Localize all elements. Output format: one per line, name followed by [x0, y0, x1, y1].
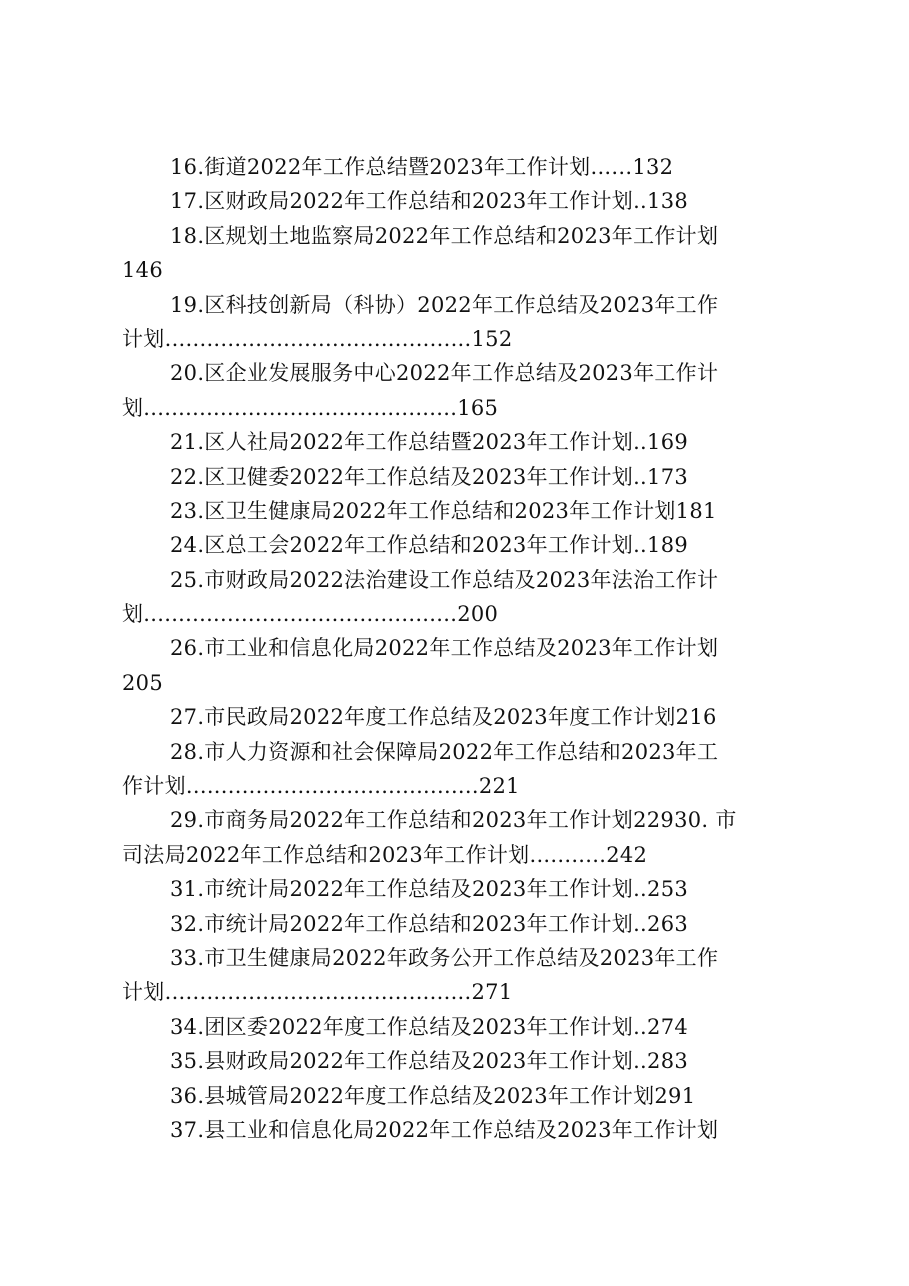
toc-entry: 37.县工业和信息化局2022年工作总结及2023年工作计划 [170, 1117, 719, 1142]
toc-entry: 16.街道2022年工作总结暨2023年工作计划......132 [170, 155, 674, 179]
toc-entry: 21.区人社局2022年工作总结暨2023年工作计划..169 [170, 430, 689, 455]
toc-entry: 32.市统计局2022年工作总结和2023年工作计划..263 [170, 911, 689, 936]
toc-entry: 25.市财政局2022法治建设工作总结及2023年法治工作计 [170, 567, 719, 592]
toc-entry: 23.区卫生健康局2022年工作总结和2023年工作计划181 [170, 498, 717, 523]
toc-entry: 20.区企业发展服务中心2022年工作总结及2023年工作计 [170, 361, 719, 386]
toc-entry-continuation: 205 [122, 670, 163, 695]
toc-entry: 36.县城管局2022年度工作总结及2023年工作计划291 [170, 1083, 696, 1108]
toc-entry-continuation: 计划............................................271 [122, 980, 513, 1005]
toc-entry: 27.市民政局2022年度工作总结及2023年度工作计划216 [170, 705, 717, 730]
toc-entry: 33.市卫生健康局2022年政务公开工作总结及2023年工作 [170, 945, 719, 970]
toc-entry: 34.团区委2022年度工作总结及2023年工作计划..274 [170, 1014, 689, 1039]
toc-entry: 18.区规划土地监察局2022年工作总结和2023年工作计划 [170, 223, 719, 248]
toc-entry-continuation: 146 [122, 258, 163, 283]
toc-entry: 29.市商务局2022年工作总结和2023年工作计划22930. 市 [170, 808, 737, 833]
toc-entry-continuation: 司法局2022年工作总结和2023年工作计划...........242 [122, 842, 648, 867]
toc-entry: 35.县财政局2022年工作总结及2023年工作计划..283 [170, 1049, 689, 1074]
table-of-contents [122, 150, 802, 1147]
toc-entry: 19.区科技创新局（科协）2022年工作总结及2023年工作 [170, 292, 719, 317]
toc-entry-continuation: 划.............................................200 [122, 602, 499, 627]
toc-entry-continuation: 作计划..........................................221 [122, 774, 520, 799]
toc-entry: 28.市人力资源和社会保障局2022年工作总结和2023年工 [170, 739, 719, 764]
toc-entry: 31.市统计局2022年工作总结及2023年工作计划..253 [170, 877, 689, 902]
toc-entry-continuation: 计划............................................152 [122, 326, 513, 351]
toc-entry: 22.区卫健委2022年工作总结及2023年工作计划..173 [170, 464, 689, 489]
toc-entry: 24.区总工会2022年工作总结和2023年工作计划..189 [170, 533, 689, 558]
toc-entry: 17.区财政局2022年工作总结和2023年工作计划..138 [170, 189, 689, 214]
toc-entry: 26.市工业和信息化局2022年工作总结及2023年工作计划 [170, 636, 719, 661]
toc-entry-continuation: 划.............................................165 [122, 395, 499, 420]
